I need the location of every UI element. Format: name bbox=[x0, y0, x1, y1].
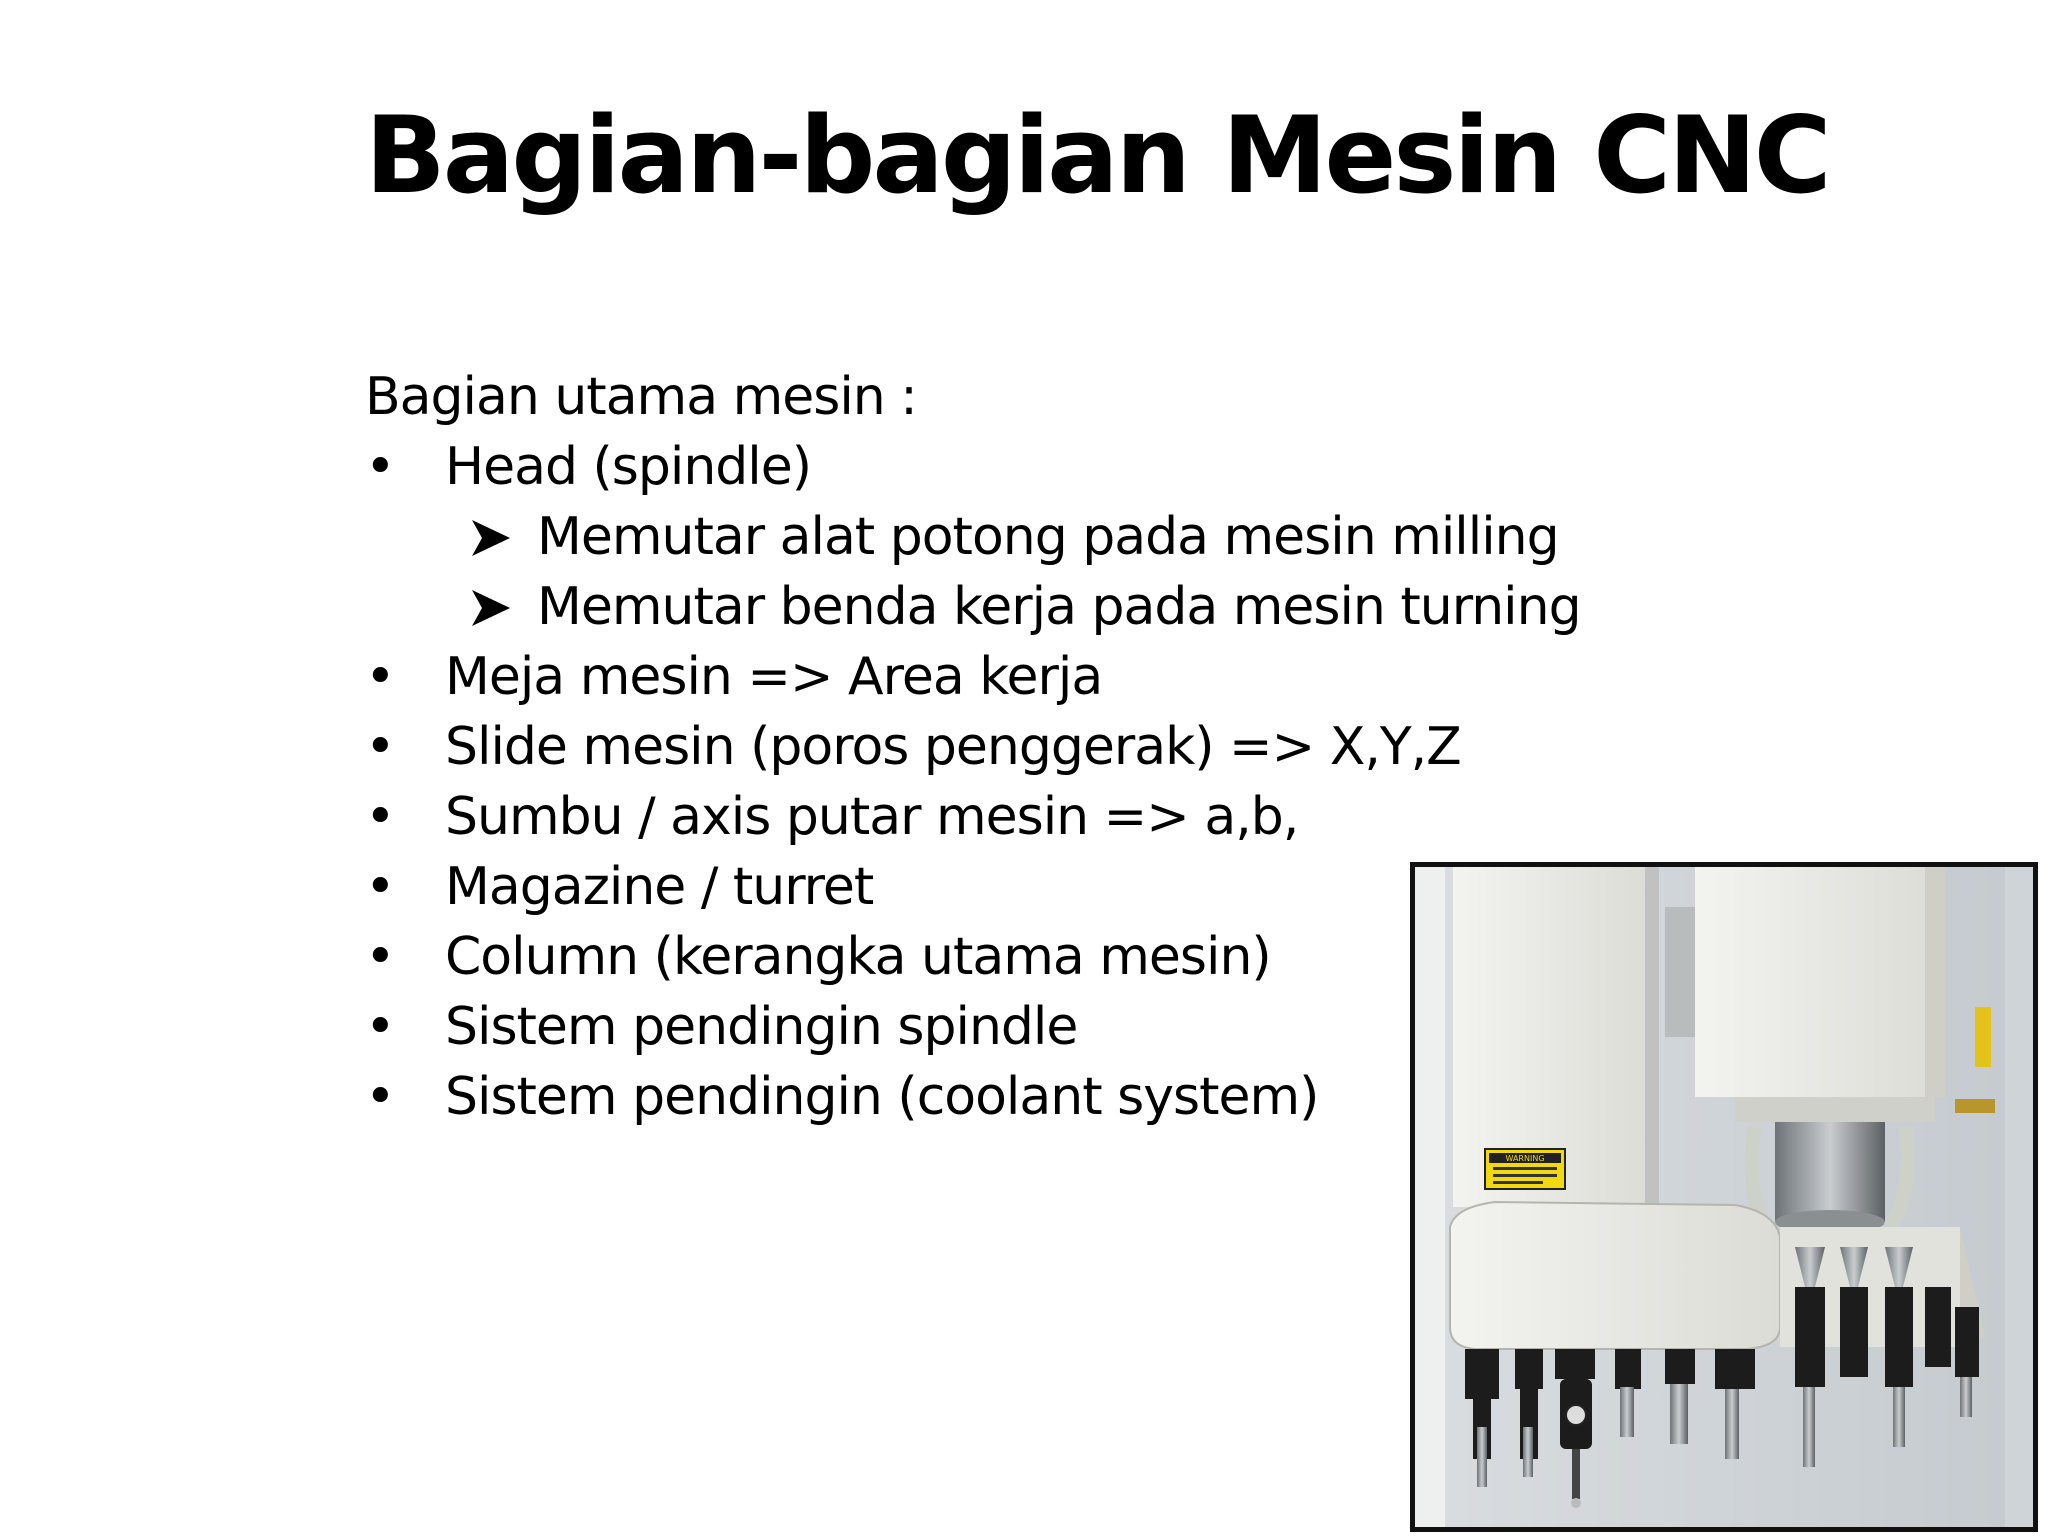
sub-list-item bbox=[365, 502, 1665, 572]
sub-list-item bbox=[365, 572, 1665, 642]
body-intro: Bagian utama mesin : bbox=[365, 367, 917, 427]
warning-label-text: WARNING bbox=[1505, 1154, 1545, 1163]
list-item-text: Sistem pendingin spindle bbox=[445, 997, 1078, 1057]
arrow-bullet-icon bbox=[470, 518, 512, 558]
list-item bbox=[365, 432, 1665, 502]
list-item-text: Meja mesin => Area kerja bbox=[445, 647, 1103, 707]
list-item-text: Slide mesin (poros penggerak) => X,Y,Z bbox=[445, 717, 1461, 777]
bullet-icon: • bbox=[365, 927, 395, 987]
list-item-text: Sumbu / axis putar mesin => a,b, bbox=[445, 787, 1299, 847]
list-item bbox=[365, 782, 1665, 852]
arrow-bullet-icon bbox=[470, 588, 512, 628]
bullet-icon: • bbox=[365, 647, 395, 707]
bullet-icon: • bbox=[365, 787, 395, 847]
sub-list-item-text: Memutar benda kerja pada mesin turning bbox=[537, 577, 1581, 637]
bullet-icon: • bbox=[365, 717, 395, 777]
bullet-icon: • bbox=[365, 997, 395, 1057]
list-item-text: Magazine / turret bbox=[445, 857, 874, 917]
list-item-text: Sistem pendingin (coolant system) bbox=[445, 1067, 1319, 1127]
bullet-icon: • bbox=[365, 437, 395, 497]
bullet-icon: • bbox=[365, 857, 395, 917]
sub-list-item-text: Memutar alat potong pada mesin milling bbox=[537, 507, 1559, 567]
cnc-machine-illustration bbox=[1415, 867, 2033, 1527]
slide-title: Bagian-bagian Mesin CNC bbox=[365, 94, 1829, 217]
list-item-text: Head (spindle) bbox=[445, 437, 812, 497]
list-item bbox=[365, 642, 1665, 712]
cnc-machine-photo bbox=[1410, 862, 2038, 1532]
list-item bbox=[365, 712, 1665, 782]
list-item-text: Column (kerangka utama mesin) bbox=[445, 927, 1271, 987]
bullet-icon: • bbox=[365, 1067, 395, 1127]
